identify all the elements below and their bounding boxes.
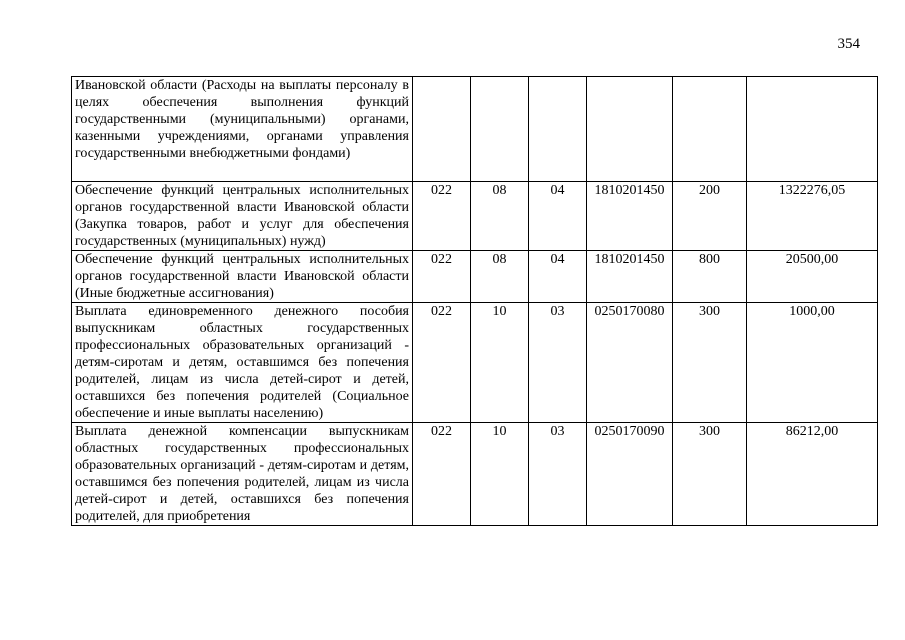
row-subsection — [529, 77, 587, 182]
row-amount: 20500,00 — [747, 251, 878, 303]
row-admin-code — [413, 77, 471, 182]
row-amount: 1322276,05 — [747, 182, 878, 251]
row-admin-code: 022 — [413, 303, 471, 423]
row-amount: 86212,00 — [747, 423, 878, 526]
row-section: 10 — [471, 303, 529, 423]
row-name: Выплата денежной компенсации выпускникам областных государственных профессиональных образовательных организаций - детям-сиротам и детям, оставшимся без попечения родителей, лицам из числа детей-сирот и детей, оставшихся без попечения родителей, для приобретения — [72, 423, 413, 526]
row-target-item: 1810201450 — [587, 182, 673, 251]
row-expense-type: 300 — [673, 423, 747, 526]
row-expense-type: 200 — [673, 182, 747, 251]
row-amount — [747, 77, 878, 182]
row-target-item — [587, 77, 673, 182]
row-name: Обеспечение функций центральных исполнительных органов государственной власти Ивановской области (Иные бюджетные ассигнования) — [72, 251, 413, 303]
row-section: 10 — [471, 423, 529, 526]
row-name: Обеспечение функций центральных исполнительных органов государственной власти Ивановской области (Закупка товаров, работ и услуг для обеспечения государственных (муниципальных) нужд) — [72, 182, 413, 251]
row-expense-type — [673, 77, 747, 182]
table-row — [72, 251, 878, 303]
row-admin-code: 022 — [413, 251, 471, 303]
row-section: 08 — [471, 182, 529, 251]
row-admin-code: 022 — [413, 423, 471, 526]
row-target-item: 1810201450 — [587, 251, 673, 303]
table-row — [72, 182, 878, 251]
table-row — [72, 77, 878, 182]
row-target-item: 0250170080 — [587, 303, 673, 423]
table-row — [72, 303, 878, 423]
row-name: Выплата единовременного денежного пособия выпускникам областных государственных профессиональных образовательных организаций - детям-сиротам и детям, оставшимся без попечения родителей, лицам из числа детей-сирот и детей, оставшихся без попечения родителей (Социальное обеспечение и иные выплаты населению) — [72, 303, 413, 423]
row-section — [471, 77, 529, 182]
row-subsection: 04 — [529, 182, 587, 251]
row-section: 08 — [471, 251, 529, 303]
row-admin-code: 022 — [413, 182, 471, 251]
row-subsection: 03 — [529, 423, 587, 526]
row-name: Ивановской области (Расходы на выплаты персоналу в целях обеспечения выполнения функций государственными (муниципальными) органами, казенными учреждениями, органами управления государственными внебюджетными фондами) — [72, 77, 413, 182]
row-expense-type: 800 — [673, 251, 747, 303]
row-target-item: 0250170090 — [587, 423, 673, 526]
page-number: 354 — [837, 36, 860, 52]
row-subsection: 04 — [529, 251, 587, 303]
row-expense-type: 300 — [673, 303, 747, 423]
table-row — [72, 423, 878, 526]
budget-table — [71, 76, 878, 526]
row-subsection: 03 — [529, 303, 587, 423]
row-amount: 1000,00 — [747, 303, 878, 423]
